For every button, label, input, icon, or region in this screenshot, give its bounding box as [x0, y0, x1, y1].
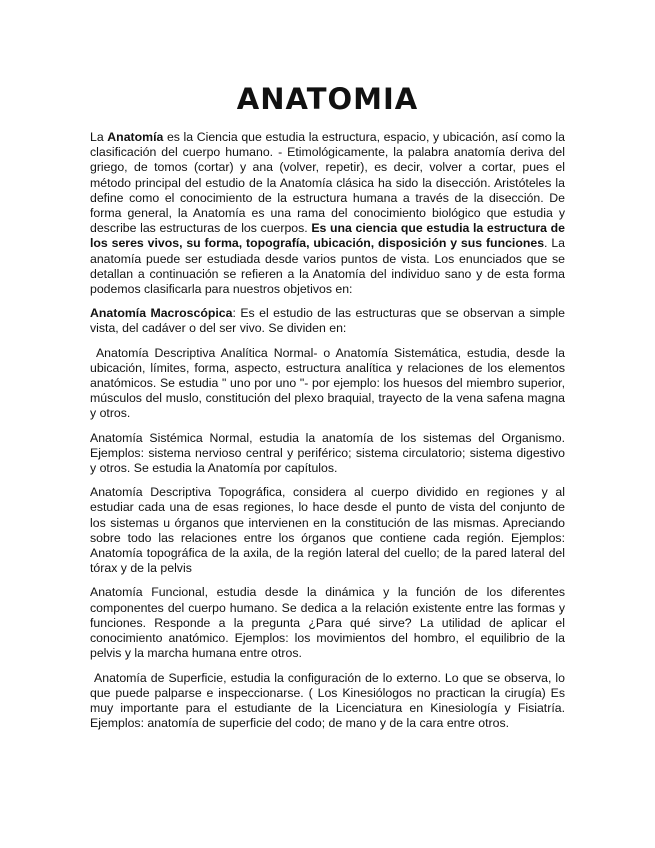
intro-emphasis: Es una ciencia que estudia la estructura de los seres vivos, su forma, topografía, ubicación, disposición y sus funciones [90, 221, 565, 251]
page-title: ANATOMIA [236, 82, 419, 116]
document-body [90, 130, 569, 740]
intro-text-1: es la Ciencia que estudia la estructura, espacio, y ubicación, así como la clasificación del cuerpo humano. - Etimológicamente, la palabra anatomía deriva del griego, de tomos (cortar) y ana (volver, repetir), es decir, volver a cortar, pues el método principal del estudio de la Anatomía clásica ha sido la disección. Aristóteles la define como el conocimiento de la estructura humana a través de la disección. De forma general, la Anatomía es una rama del conocimiento biológico que estudia y describe las estructuras de los cuerpos. [90, 130, 565, 236]
macroscopic-text: : Es el estudio de las estructuras que se observan a simple vista, del cadáver o del ser vivo. Se dividen en: [90, 306, 565, 336]
intro-lead: La [90, 130, 104, 144]
descriptive-analytic-paragraph: Anatomía Descriptiva Analítica Normal- o Anatomía Sistemática, estudia, desde la ubicación, límites, forma, aspecto, estructura analítica y relaciones de los elementos anatómicos. Se estudia " uno por uno "- por ejemplo: los huesos del miembro superior, músculos del muslo, constitución del plexo braquial, trayecto de la vena safena magna y otros. [90, 345, 569, 421]
surface-paragraph: Anatomía de Superficie, estudia la configuración de lo externo. Lo que se observa, lo que puede palparse e inspeccionarse. ( Los Kinesiólogos no practican la cirugía) Es muy importante para el estudiante de la Licenciatura en Kinesiología y Fisiatría. Ejemplos: anatomía de superficie del codo; de mano y de la cara entre otros. [90, 670, 569, 731]
intro-text-2: . La anatomía puede ser estudiada desde varios puntos de vista. Los enunciados que se detallan a continuación se refieren a la Anatomía del individuo sano y de esta forma podemos clasificarla para nuestros objetivos en: [90, 236, 565, 297]
intro-paragraph [90, 130, 565, 297]
macroscopic-term: Anatomía Macroscópica [90, 306, 233, 321]
systemic-paragraph: Anatomía Sistémica Normal, estudia la anatomía de los sistemas del Organismo. Ejemplos: sistema nervioso central y periférico; sistema circulatorio; sistema digestivo y otros. Se estudia la Anatomía por capítulos. [90, 430, 565, 476]
intro-term: Anatomía [107, 130, 164, 144]
functional-paragraph: Anatomía Funcional, estudia desde la dinámica y la función de los diferentes componentes del cuerpo humano. Se dedica a la relación existente entre las formas y funciones. Responde a la pregunta ¿Para qué sirve? La utilidad de aplicar el conocimiento anatómico. Ejemplos: los movimientos del hombro, el equilibrio de la pelvis y la marcha humana entre otros. [90, 585, 565, 661]
macroscopic-paragraph [90, 306, 565, 336]
topographic-paragraph: Anatomía Descriptiva Topográfica, considera al cuerpo dividido en regiones y al estudiar cada una de esas regiones, lo hace desde el punto de vista del conjunto de los sistemas u órganos que intervienen en la constitución de las mismas. Apreciando sobre todo las relaciones entre los órganos que contiene cada región. Ejemplos: Anatomía topográfica de la axila, de la región lateral del cuello; de la pared lateral del tórax y de la pelvis [90, 485, 565, 576]
